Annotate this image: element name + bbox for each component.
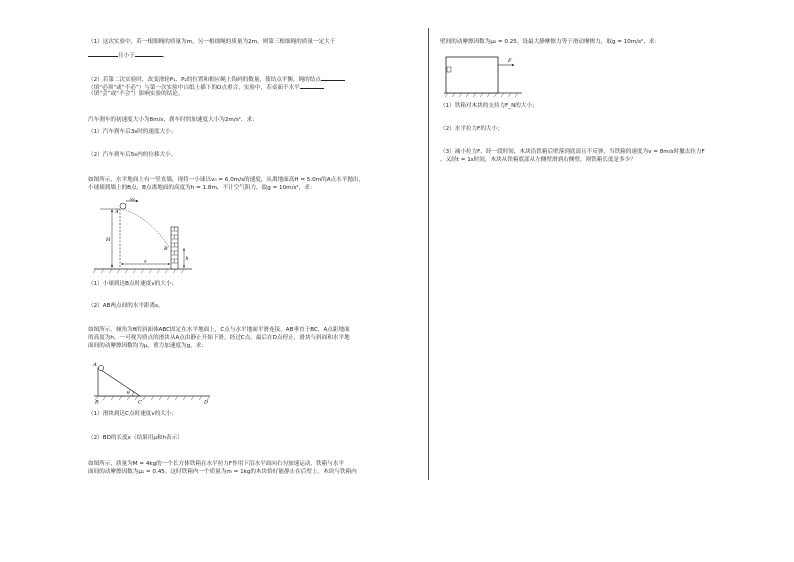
question-text: ，又经t = 1s时间，木块从铁箱底部从左侧壁滑到右侧壁，则铁箱长度是多少？ [440,157,636,163]
label-a: A [115,209,119,215]
label-b: B [95,399,99,404]
label-s: s [144,258,147,265]
label-f: F [508,58,512,64]
question-text: （2）AB两点间的水平距离s。 [88,303,164,309]
label-a: A [93,362,97,368]
question-text: （1）滑块到达C点时速度v的大小； [88,411,178,417]
question-text: 壁间的动摩擦因数为μ₂ = 0.25。设最大静摩擦力等于滑动摩擦力，取g = 10m/s²，求： [440,39,661,45]
question-text: （1）铁箱对木块的支持力F_N的大小； [440,103,538,109]
iron-box-figure [442,52,524,100]
label-d: D [204,399,209,404]
answer-blank[interactable] [135,50,163,57]
label-theta: θ [127,391,130,396]
question-text: 小球撞到墙上的B点，B点离地面的高度为h = 1.8m，不计空气阻力，取g = 10m/s²，求： [88,185,316,191]
label-h-lower: h [185,256,189,262]
question-text: （2）若第二次实验时，改变滑轮P₁、P₂的位置和相应绳上钩码的数量，使结点平衡，绳的结点 [88,74,345,84]
question-text: （1）汽车刹车后3s时的速度大小； [88,129,177,135]
question-text: （2）汽车刹车后5s内的位移大小。 [88,152,177,158]
question-text: （1）这次实验中，若一根细绳的质量为m，另一根细绳的质量为2m，则第三根细绳的质量一定大于 [88,39,336,45]
label-h-upper: H [106,237,111,243]
question-text: 且小于 。 [88,50,168,60]
question-text: 面间的动摩擦因数为μ₁ = 0.45。这时铁箱内一个质量为m = 1kg的木块恰好能静止在后壁上。木块与铁箱内 [88,469,357,475]
question-text: （1）小球到达B点时速度v的大小； [88,281,178,287]
question-text: 汽车刹车的初速度大小为8m/s，刹车时的加速度大小为2m/s²，求： [88,117,258,123]
question-text: （3）减小拉力F，经一段时间，木块沿铁箱后壁落到底部且不反弹，当铁箱的速度为v = 8m/s时撤去拉力F [440,149,705,155]
incline-figure [90,360,216,404]
label-v0: v₀ [130,198,135,203]
question-text: （填“会”或“不会”）影响实验的结论。 [88,91,184,97]
answer-blank[interactable] [300,82,324,89]
question-text: 如图所示，水平地面上有一竖直墙，现将一小球以v₀ = 6.0m/s的速度，从离地面高H = 5.0m的A点水平抛出， [88,177,365,183]
question-text: （2）水平拉力F的大小； [440,126,503,132]
question-text: 如图所示，倾角为θ的斜面体ABC固定在水平地面上，C点与水平地面平滑连接，AB垂直于BC，A点距地面 [88,327,350,333]
column-divider [428,28,429,480]
label-b: B [164,246,168,252]
question-text: （填“必须”或“不必”）与第一次实验中白纸上描下的O点重合，实验中，若桌面不水平 [88,82,324,92]
question-text: 的高度为h。一可视为质点的滑块从A点由静止开始下滑，经过C点，最后在D点停止，滑块与斜面和水平地 [88,335,350,341]
answer-blank[interactable] [88,50,118,57]
question-text: （2）BD的长度x（结果用μ和h表示） [88,435,183,441]
projectile-wall-figure [92,198,202,274]
label-c: C [138,399,142,404]
answer-blank[interactable] [321,74,345,81]
question-text: 面间的动摩擦因数均为μ，重力加速度为g，求： [88,343,207,349]
question-text: 如图所示，质量为M = 4kg的一个长方体铁箱在水平拉力F作用下沿水平面向右匀加速运动，铁箱与水平 [88,461,344,467]
